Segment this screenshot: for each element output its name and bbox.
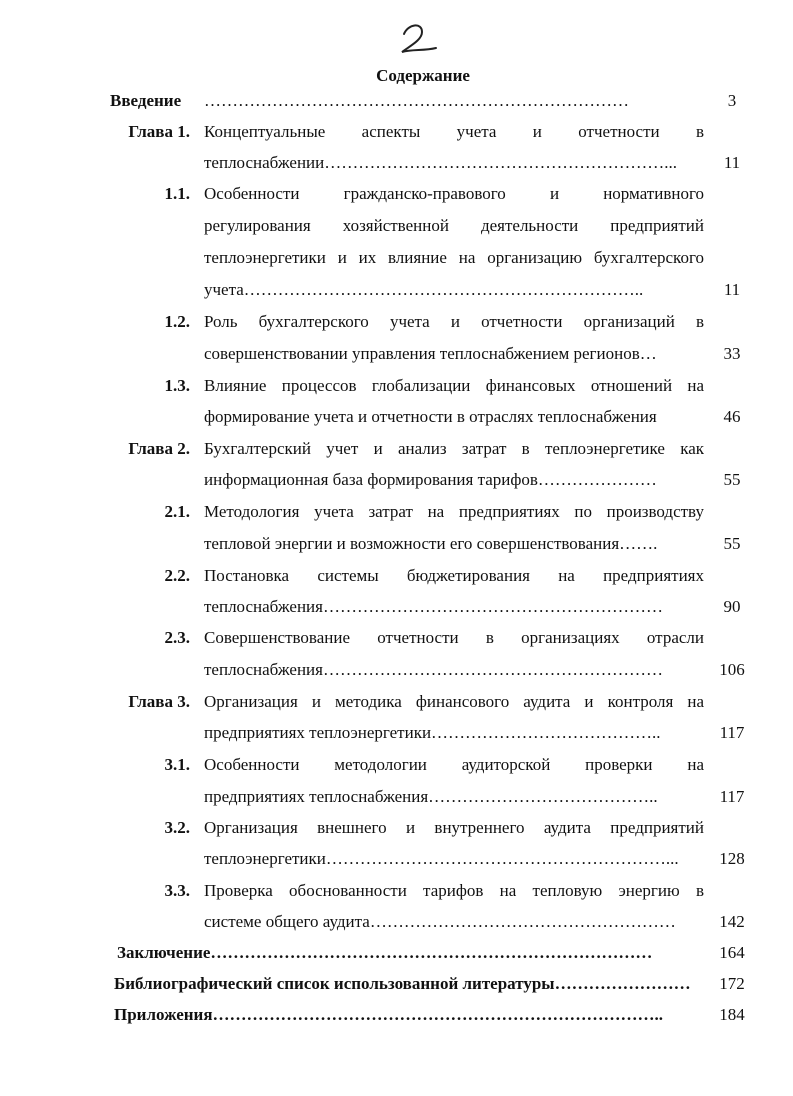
entry-text: Приложения…………………………………………………………………….. — [114, 1005, 664, 1024]
entry-page: 3 — [727, 91, 737, 110]
toc-entry-1-3 — [0, 370, 793, 401]
toc-entry-1-2-cont — [0, 338, 793, 369]
toc-entry-3-3 — [0, 875, 793, 906]
toc-entry-2-2 — [0, 560, 793, 591]
toc-entry-1-1 — [0, 178, 793, 209]
toc-title: Содержание — [376, 66, 470, 85]
entry-label: 1.3. — [164, 376, 190, 395]
entry-text: теплоэнергетики и их влияние на организацию бухгалтерского — [204, 248, 704, 267]
toc-entry-2-3-cont — [0, 654, 793, 685]
entry-text: Особенности методологии аудиторской проверки на — [204, 755, 704, 774]
entry-label: Глава 1. — [128, 122, 190, 141]
toc-entry-3-2-cont — [0, 843, 793, 874]
entry-text: информационная база формирования тарифов………………… — [204, 470, 657, 489]
entry-label: 2.1. — [164, 502, 190, 521]
entry-label: 2.3. — [164, 628, 190, 647]
entry-text: теплоснабжения…………………………………………………… — [204, 597, 663, 616]
entry-page: 117 — [719, 787, 745, 806]
entry-page: 106 — [719, 660, 745, 679]
toc-entry-chapter-3-cont — [0, 717, 793, 748]
entry-page: 117 — [719, 723, 745, 742]
entry-text: предприятиях теплоснабжения………………………………….. — [204, 787, 658, 806]
toc-entry-2-1-cont — [0, 528, 793, 559]
handwritten-page-number-icon — [392, 18, 452, 58]
entry-label: 3.1. — [164, 755, 190, 774]
entry-text: теплоснабжения…………………………………………………… — [204, 660, 663, 679]
toc-entry-intro — [0, 85, 793, 116]
entry-text: Особенности гражданско-правового и нормативного — [204, 184, 704, 203]
entry-text: предприятиях теплоэнергетики………………………………….. — [204, 723, 661, 742]
toc-entry-1-1-cont — [0, 210, 793, 241]
entry-page: 11 — [723, 153, 741, 172]
entry-label: 1.2. — [164, 312, 190, 331]
toc-entry-3-1-cont — [0, 781, 793, 812]
toc-entry-chapter-1 — [0, 116, 793, 147]
entry-label: Глава 2. — [128, 439, 190, 458]
entry-label: Введение — [110, 91, 182, 110]
entry-text: Влияние процессов глобализации финансовых отношений на — [204, 376, 704, 395]
entry-text: Методология учета затрат на предприятиях по производству — [204, 502, 704, 521]
page-number — [392, 18, 452, 58]
entry-page: 184 — [719, 1005, 745, 1024]
entry-text: теплоэнергетики……………………………………………………... — [204, 849, 679, 868]
toc-entry-bibliography — [0, 968, 793, 999]
toc-entry-2-3 — [0, 622, 793, 653]
toc-entry-3-3-cont — [0, 906, 793, 937]
entry-page: 11 — [723, 280, 741, 299]
entry-page: 142 — [719, 912, 745, 931]
entry-text: Концептуальные аспекты учета и отчетности в — [204, 122, 704, 141]
entry-page: 46 — [723, 407, 741, 426]
toc-entry-3-2 — [0, 812, 793, 843]
entry-page: 33 — [723, 344, 741, 363]
entry-page: 55 — [723, 534, 741, 553]
entry-label: 3.2. — [164, 818, 190, 837]
entry-text: Бухгалтерский учет и анализ затрат в теплоэнергетике как — [204, 439, 704, 458]
entry-label: 1.1. — [164, 184, 190, 203]
toc-entry-chapter-2 — [0, 433, 793, 464]
entry-text: формирование учета и отчетности в отраслях теплоснабжения — [204, 407, 657, 426]
entry-text: совершенствовании управления теплоснабжением регионов… — [204, 344, 657, 363]
entry-label: 2.2. — [164, 566, 190, 585]
entry-text: учета…………………………………………………………….. — [204, 280, 644, 299]
entry-text: тепловой энергии и возможности его совершенствования……. — [204, 534, 658, 553]
entry-text: системе общего аудита……………………………………………… — [204, 912, 676, 931]
toc-entry-2-1 — [0, 496, 793, 527]
entry-label: Глава 3. — [128, 692, 190, 711]
entry-text: Заключение…………………………………………………………………… — [117, 943, 653, 962]
entry-text: Библиографический список использованной литературы…………………… — [114, 974, 691, 993]
toc-entry-3-1 — [0, 749, 793, 780]
entry-text: регулирования хозяйственной деятельности предприятий — [204, 216, 704, 235]
toc-entry-1-3-cont — [0, 401, 793, 432]
toc-entry-1-1-cont — [0, 242, 793, 273]
entry-label: 3.3. — [164, 881, 190, 900]
entry-text: Организация и методика финансового аудита и контроля на — [204, 692, 704, 711]
toc-entry-appendices — [0, 999, 793, 1030]
toc-entry-chapter-2-cont — [0, 464, 793, 495]
entry-text: Постановка системы бюджетирования на предприятиях — [204, 566, 704, 585]
entry-text: Организация внешнего и внутреннего аудита предприятий — [204, 818, 704, 837]
entry-page: 128 — [719, 849, 745, 868]
entry-page: 164 — [719, 943, 745, 962]
entry-text: Роль бухгалтерского учета и отчетности организаций в — [204, 312, 704, 331]
toc-entry-1-1-cont — [0, 274, 793, 305]
toc-entry-chapter-1-cont — [0, 147, 793, 178]
entry-text: теплоснабжении……………………………………………………... — [204, 153, 678, 172]
entry-text: Проверка обоснованности тарифов на тепловую энергию в — [204, 881, 704, 900]
toc-entry-conclusion — [0, 937, 793, 968]
toc-entry-chapter-3 — [0, 686, 793, 717]
entry-page: 90 — [723, 597, 741, 616]
entry-page: 172 — [719, 974, 745, 993]
toc-entry-1-2 — [0, 306, 793, 337]
entry-dots: ………………………………………………………………… — [204, 91, 629, 110]
toc-entry-2-2-cont — [0, 591, 793, 622]
entry-page: 55 — [723, 470, 741, 489]
entry-text: Совершенствование отчетности в организациях отрасли — [204, 628, 704, 647]
